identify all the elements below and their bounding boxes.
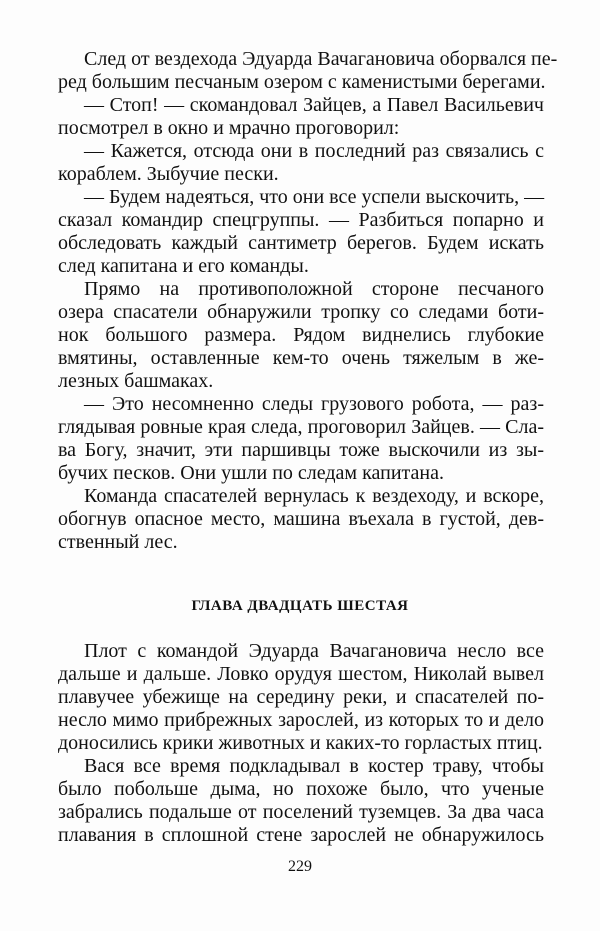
text-line: забрались подальше от поселений туземцев. За два часа [58, 801, 544, 823]
text-line: озера спасатели обнаружили тропку со следами боти- [58, 301, 544, 323]
text-line: Прямо на противоположной стороне песчаного [84, 278, 544, 300]
text-block-bottom [58, 640, 544, 847]
text-line: — Будем надеяться, что они все успели выскочить, — [84, 186, 545, 208]
text-line: глядывая ровные края следа, проговорил Зайцев. — Сла- [58, 416, 544, 438]
text-line: плавания в сплошной стене зарослей не обнаружилось [58, 824, 544, 846]
text-line: Вася все время подкладывал в костер траву, чтобы [84, 755, 544, 777]
text-line: — Кажется, отсюда они в последний раз связались с [84, 140, 544, 162]
text-line: Команда спасателей вернулась к вездеходу, и вскоре, [84, 485, 544, 507]
text-line: ва Богу, значит, эти паршивцы тоже выскочили из зы- [58, 439, 544, 461]
text-line: было побольше дыма, но похоже было, что ученые [58, 778, 544, 800]
text-line: след капитана и его команды. [58, 255, 309, 277]
text-line: нок большого размера. Рядом виднелись глубокие [58, 324, 544, 346]
text-line: обогнув опасное место, машина въехала в густой, дев- [58, 508, 544, 530]
text-line: обследовать каждый сантиметр берегов. Будем искать [58, 232, 544, 254]
text-line: сказал командир спецгруппы. — Разбиться попарно и [58, 209, 544, 231]
text-line: посмотрел в окно и мрачно проговорил: [58, 117, 400, 139]
text-line: вмятины, оставленные кем-то очень тяжелым в же- [58, 347, 544, 369]
text-block-top [58, 48, 558, 554]
chapter-title: ГЛАВА ДВАДЦАТЬ ШЕСТАЯ [191, 598, 409, 614]
text-line: несло мимо прибрежных зарослей, из которых то и дело [58, 709, 544, 731]
text-line: дальше и дальше. Ловко орудуя шестом, Николай вывел [58, 663, 544, 685]
page-number: 229 [288, 858, 312, 875]
text-line: След от вездехода Эдуарда Вачагановича оборвался пе- [84, 48, 558, 70]
text-line: Плот с командой Эдуарда Вачагановича несло все [84, 640, 544, 662]
text-line: — Это несомненно следы грузового робота, — раз- [84, 393, 544, 415]
text-line: кораблем. Зыбучие пески. [58, 163, 279, 185]
text-line: доносились крики животных и каких-то горластых птиц. [58, 732, 543, 754]
text-line: лезных башмаках. [58, 370, 214, 392]
text-line: бучих песков. Они ушли по следам капитана. [58, 462, 444, 484]
text-line: ственный лес. [58, 531, 178, 553]
text-line: — Стоп! — скомандовал Зайцев, а Павел Васильевич [84, 94, 544, 116]
text-line: плавучее убежище на середину реки, и спасателей по- [58, 686, 544, 708]
text-line: ред большим песчаным озером с каменистыми берегами. [58, 71, 546, 93]
